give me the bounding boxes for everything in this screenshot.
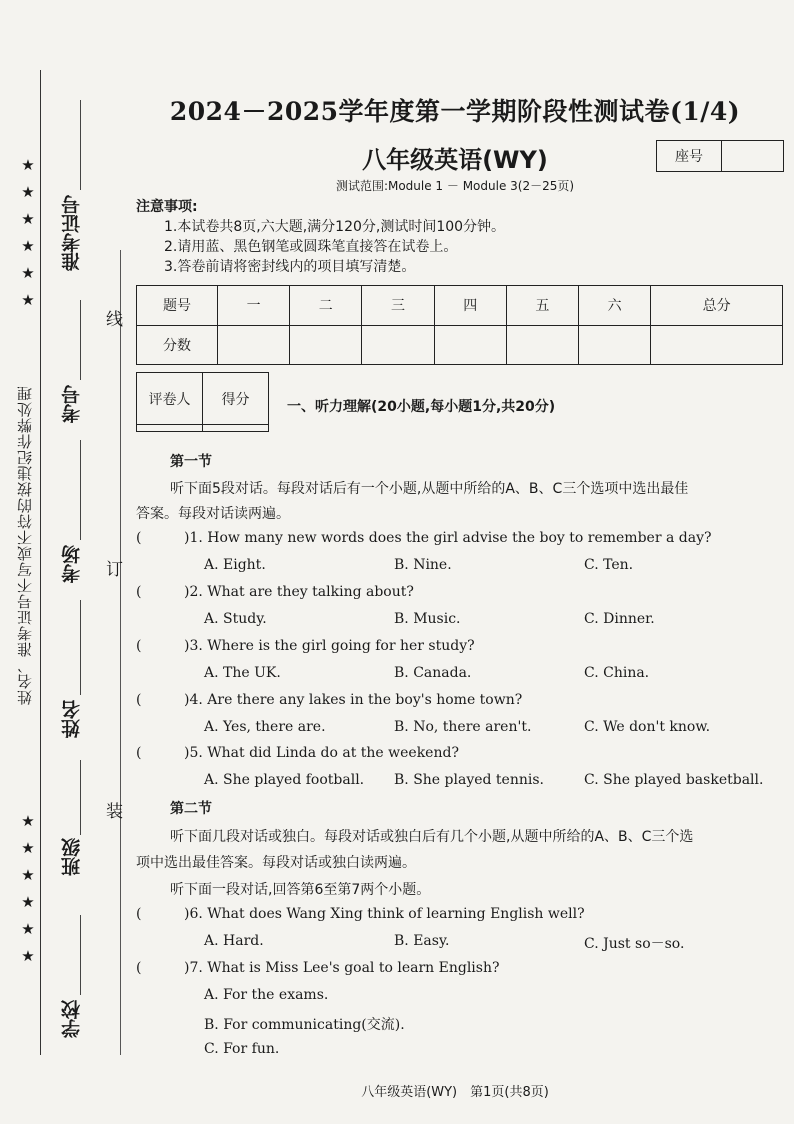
star-icon: ★ xyxy=(21,812,35,830)
question-text: )3. Where is the girl going for her study? xyxy=(184,638,475,654)
part1-instruction: 听下面5段对话。每段对话后有一个小题,从题中所给的A、B、C三个选项中选出最佳 xyxy=(170,481,689,497)
star-icon: ★ xyxy=(21,947,35,965)
question-item xyxy=(136,906,585,922)
score-header-cell: 四 xyxy=(434,286,506,326)
star-icon: ★ xyxy=(21,839,35,857)
stars-bottom xyxy=(18,808,38,970)
field-exam-number-label: 考号 xyxy=(61,385,83,423)
star-icon: ★ xyxy=(21,264,35,282)
part1-instruction: 答案。每段对话读两遍。 xyxy=(136,506,290,522)
score-row-label: 分数 xyxy=(137,325,218,365)
question-text: )2. What are they talking about? xyxy=(184,584,414,600)
score-table xyxy=(136,285,783,365)
star-icon: ★ xyxy=(21,893,35,911)
seat-number-input[interactable] xyxy=(722,141,783,171)
page-subtitle: 八年级英语(WY) xyxy=(362,146,548,174)
score-input-cell[interactable] xyxy=(290,325,362,365)
field-exam-room-input[interactable] xyxy=(80,440,81,540)
seat-number-box xyxy=(656,140,784,172)
option-c: C. Dinner. xyxy=(584,611,655,627)
star-icon: ★ xyxy=(21,156,35,174)
score-header-cell: 总分 xyxy=(651,286,783,326)
question-text: )4. Are there any lakes in the boy's home town? xyxy=(184,692,523,708)
grader-reviewer-input[interactable] xyxy=(137,425,203,432)
seal-mark-fix: 装 xyxy=(102,802,122,819)
option-c: C. Just so－so. xyxy=(584,936,685,952)
option-a: A. Eight. xyxy=(204,557,266,573)
grader-score-label: 得分 xyxy=(203,373,269,425)
option-a: A. The UK. xyxy=(204,665,281,681)
binding-line xyxy=(120,250,121,1055)
field-exam-id-label: 准考证号 xyxy=(61,195,83,271)
section-title: 一、听力理解(20小题,每小题1分,共20分) xyxy=(287,399,556,415)
part2-instruction: 听下面几段对话或独白。每段对话或独白后有几个小题,从题中所给的A、B、C三个选 xyxy=(170,829,694,845)
question-text: )7. What is Miss Lee's goal to learn English? xyxy=(184,960,500,976)
question-text: )5. What did Linda do at the weekend? xyxy=(184,745,459,761)
option-b: B. Canada. xyxy=(394,665,472,681)
answer-blank[interactable]: ( xyxy=(136,745,142,761)
stars-top xyxy=(18,152,38,314)
field-exam-id-input[interactable] xyxy=(80,100,81,190)
star-icon: ★ xyxy=(21,210,35,228)
notes-item: 2.请用蓝、黑色钢笔或圆珠笔直接答在试卷上。 xyxy=(164,239,458,255)
answer-blank[interactable]: ( xyxy=(136,960,142,976)
cheating-warning: 姓名、准考证号不写或不符的按违纪作弊处理 xyxy=(16,385,34,705)
option-a: A. She played football. xyxy=(204,772,365,788)
grader-reviewer-label: 评卷人 xyxy=(137,373,203,425)
question-text: )1. How many new words does the girl advise the boy to remember a day? xyxy=(184,530,712,546)
page-title: 2024－2025学年度第一学期阶段性测试卷(1/4) xyxy=(169,97,741,126)
grader-score-input[interactable] xyxy=(203,425,269,432)
score-input-cell[interactable] xyxy=(651,325,783,365)
score-input-cell[interactable] xyxy=(218,325,290,365)
field-class-input[interactable] xyxy=(80,760,81,835)
seat-number-label: 座号 xyxy=(657,141,722,171)
part2-instruction: 项中选出最佳答案。每段对话或独白读两遍。 xyxy=(136,855,416,871)
score-header-cell: 三 xyxy=(362,286,434,326)
option-c: C. We don't know. xyxy=(584,719,711,735)
score-input-cell[interactable] xyxy=(434,325,506,365)
star-icon: ★ xyxy=(21,291,35,309)
option-a: A. Hard. xyxy=(204,933,264,949)
score-header-cell: 一 xyxy=(218,286,290,326)
option-b: B. Nine. xyxy=(394,557,452,573)
star-icon: ★ xyxy=(21,866,35,884)
notes-item: 1.本试卷共8页,六大题,满分120分,测试时间100分钟。 xyxy=(164,219,506,235)
field-exam-room-label: 考场 xyxy=(61,545,83,583)
star-icon: ★ xyxy=(21,183,35,201)
option-b: B. Easy. xyxy=(394,933,450,949)
seal-mark-line: 线 xyxy=(102,310,122,327)
score-table-header-row xyxy=(137,286,783,326)
field-exam-number-input[interactable] xyxy=(80,300,81,380)
answer-blank[interactable]: ( xyxy=(136,638,142,654)
score-input-cell[interactable] xyxy=(579,325,651,365)
score-table-value-row xyxy=(137,325,783,365)
field-school-input[interactable] xyxy=(80,915,81,995)
question-item xyxy=(136,745,459,761)
option-c: C. China. xyxy=(584,665,650,681)
notes-block xyxy=(136,197,505,277)
score-header-cell: 五 xyxy=(506,286,578,326)
test-range: 测试范围:Module 1 － Module 3(2－25页) xyxy=(335,179,575,193)
option-b: B. No, there aren't. xyxy=(394,719,532,735)
option-b: B. For communicating(交流). xyxy=(204,1017,405,1033)
option-a: A. Yes, there are. xyxy=(204,719,326,735)
notes-heading: 注意事项: xyxy=(136,199,198,215)
score-header-cell: 六 xyxy=(579,286,651,326)
option-c: C. For fun. xyxy=(204,1041,280,1057)
option-c: C. Ten. xyxy=(584,557,634,573)
notes-item: 3.答卷前请将密封线内的项目填写清楚。 xyxy=(164,259,416,275)
score-input-cell[interactable] xyxy=(506,325,578,365)
question-item xyxy=(136,692,522,708)
option-b: B. Music. xyxy=(394,611,461,627)
answer-blank[interactable]: ( xyxy=(136,530,142,546)
star-icon: ★ xyxy=(21,920,35,938)
option-a: A. For the exams. xyxy=(204,987,329,1003)
question-item xyxy=(136,584,414,600)
score-input-cell[interactable] xyxy=(362,325,434,365)
answer-blank[interactable]: ( xyxy=(136,584,142,600)
page-footer: 八年级英语(WY) 第1页(共8页) xyxy=(361,1085,549,1100)
score-header-cell: 题号 xyxy=(137,286,218,326)
margin-border-line xyxy=(40,70,41,1055)
field-class-label: 班级 xyxy=(61,838,83,876)
question-item xyxy=(136,638,475,654)
option-c: C. She played basketball. xyxy=(584,772,764,788)
question-item xyxy=(136,960,500,976)
answer-blank[interactable]: ( xyxy=(136,906,142,922)
field-school-label: 学校 xyxy=(61,1000,83,1038)
field-name-label: 姓名 xyxy=(61,700,83,738)
question-text: )6. What does Wang Xing think of learning English well? xyxy=(184,906,585,922)
seal-mark-bind: 订 xyxy=(102,560,122,577)
score-header-cell: 二 xyxy=(290,286,362,326)
question-item xyxy=(136,530,712,546)
part2-title: 第二节 xyxy=(170,801,212,817)
star-icon: ★ xyxy=(21,237,35,255)
part2-sub-instruction: 听下面一段对话,回答第6至第7两个小题。 xyxy=(170,882,431,898)
grader-table xyxy=(136,372,269,432)
field-name-input[interactable] xyxy=(80,600,81,695)
option-a: A. Study. xyxy=(204,611,267,627)
option-b: B. She played tennis. xyxy=(394,772,544,788)
answer-blank[interactable]: ( xyxy=(136,692,142,708)
part1-title: 第一节 xyxy=(170,454,212,470)
